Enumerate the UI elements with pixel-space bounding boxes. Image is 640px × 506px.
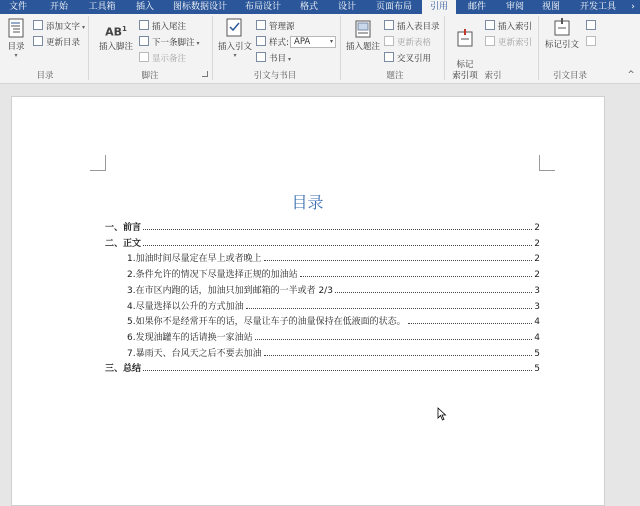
- table-of-authorities-icon: [586, 20, 596, 30]
- update-index-icon: [485, 36, 495, 46]
- toc-button-caret-icon: ▾: [14, 52, 18, 59]
- insert-table-of-figures-label: 插入表目录: [397, 22, 440, 32]
- update-toc-icon: [33, 36, 43, 46]
- tab-references[interactable]: 引用: [422, 0, 456, 14]
- toc-entry[interactable]: [127, 314, 540, 327]
- add-text-label: 添加文字: [46, 22, 81, 32]
- manage-sources-icon: [256, 20, 266, 30]
- ribbon-separator: [212, 16, 213, 80]
- citation-style-select[interactable]: [290, 36, 336, 48]
- ribbon-separator: [444, 16, 445, 80]
- toc-entry[interactable]: [127, 330, 540, 343]
- update-index-button[interactable]: [485, 36, 532, 48]
- toc-button[interactable]: [4, 18, 28, 59]
- mark-entry-button[interactable]: [448, 18, 482, 82]
- next-footnote-icon: [139, 36, 149, 46]
- page-corner-mark: [539, 155, 555, 171]
- toc-entry-page: 2: [534, 223, 540, 233]
- mark-citation-icon: [554, 18, 570, 36]
- toc-entry-leader: [264, 355, 533, 356]
- toc-entry[interactable]: [105, 220, 540, 233]
- toc-entry-leader: [264, 260, 533, 261]
- footnote-group-label: 脚注: [141, 71, 159, 81]
- toc-entry-page: 4: [534, 317, 540, 327]
- toc-entry[interactable]: [127, 283, 540, 296]
- style-icon: [256, 36, 266, 46]
- tab-design[interactable]: 设计: [337, 2, 356, 12]
- toc-entry-leader: [408, 323, 533, 324]
- tab-chart-design[interactable]: 图标数据设计: [172, 2, 227, 12]
- tab-developer[interactable]: 开发工具: [579, 2, 616, 12]
- style-label: [256, 36, 289, 48]
- toc-entry[interactable]: [105, 236, 540, 249]
- ribbon-references: [0, 14, 640, 84]
- toc-entry-text: 1.加油时间尽量定在早上或者晚上: [127, 254, 262, 264]
- toc-entry-text: 2.条件允许的情况下尽量选择正规的加油站: [127, 270, 298, 280]
- mark-entry-label: 标记 索引项: [452, 60, 478, 81]
- update-table-of-authorities-button[interactable]: [586, 36, 599, 48]
- citation-style-value: APA: [294, 37, 311, 47]
- manage-sources-button[interactable]: [256, 20, 295, 32]
- tab-page-layout[interactable]: 页面布局: [375, 2, 412, 12]
- vertical-scrollbar[interactable]: [630, 85, 640, 498]
- toc-group-label: 目录: [36, 71, 54, 81]
- toc-entry-page: 5: [534, 349, 540, 359]
- update-authorities-icon: [586, 36, 596, 46]
- caption-group-label: 题注: [386, 71, 404, 81]
- toc-entry-text: 二、正文: [105, 239, 142, 249]
- next-footnote-button[interactable]: [139, 36, 200, 48]
- bibliography-caret-icon: ▾: [288, 56, 292, 63]
- toc-entry[interactable]: [127, 251, 540, 264]
- ribbon-separator: [538, 16, 539, 80]
- index-group-label: 索引: [484, 71, 502, 81]
- toc-title: 目录: [291, 193, 324, 212]
- tab-review[interactable]: 审阅: [505, 2, 524, 12]
- citation-style-caret-icon: ▾: [329, 38, 333, 45]
- toc-entry-leader: [300, 276, 533, 277]
- collapse-ribbon-icon[interactable]: ^: [627, 70, 635, 80]
- insert-endnote-label: 插入尾注: [152, 22, 187, 32]
- tab-overflow-icon[interactable]: ›: [631, 2, 635, 12]
- toc-button-label: 目录: [7, 42, 25, 52]
- insert-footnote-label: 插入脚注: [98, 42, 133, 52]
- cross-reference-button[interactable]: [384, 52, 431, 64]
- toc-entry-page: 2: [534, 239, 540, 249]
- cross-reference-label: 交叉引用: [397, 54, 432, 64]
- page-corner-mark: [90, 155, 106, 171]
- toc-entry-page: 5: [534, 364, 540, 374]
- add-text-caret-icon: ▾: [82, 24, 86, 31]
- insert-endnote-button[interactable]: [139, 20, 186, 32]
- update-toc-button[interactable]: [33, 36, 80, 48]
- toc-entry[interactable]: [127, 267, 540, 280]
- mouse-cursor-icon: [437, 407, 447, 421]
- mark-entry-icon: [457, 29, 473, 47]
- toc-entry-leader: [143, 229, 532, 230]
- toc-entry-page: 4: [534, 333, 540, 343]
- footnote-dialog-launcher-icon[interactable]: [202, 71, 208, 77]
- toc-entry-page: 3: [534, 286, 540, 296]
- endnote-icon: [139, 20, 149, 30]
- insert-index-label: 插入索引: [498, 22, 533, 32]
- table-of-figures-icon: [384, 20, 394, 30]
- tab-toolbox[interactable]: 工具箱: [88, 2, 116, 12]
- mark-citation-label: 标记引文: [544, 40, 579, 50]
- toc-entry-leader: [143, 370, 532, 371]
- toc-entry-text: 三、总结: [105, 364, 142, 374]
- ribbon-tab-bar: [0, 0, 640, 14]
- toc-entry-leader: [255, 339, 533, 340]
- insert-caption-button[interactable]: [344, 20, 382, 52]
- show-notes-label: 显示备注: [152, 54, 187, 64]
- mark-citation-button[interactable]: [542, 18, 582, 50]
- bibliography-label: 书目: [269, 54, 287, 64]
- insert-citation-caret-icon: ▾: [233, 52, 237, 59]
- insert-caption-icon: [355, 20, 371, 38]
- toc-entry[interactable]: [127, 346, 540, 359]
- insert-index-icon: [485, 20, 495, 30]
- authorities-group-label: 引文目录: [552, 71, 587, 81]
- cross-reference-icon: [384, 52, 394, 62]
- update-index-label: 更新索引: [498, 38, 533, 48]
- tab-file[interactable]: 文件: [0, 0, 36, 14]
- insert-table-of-figures-button[interactable]: [384, 20, 440, 32]
- toc-entry-text: 5.如果你不是经常开车的话，尽量让车子的油量保持在低液面的状态。: [127, 317, 406, 327]
- insert-citation-button[interactable]: [216, 18, 254, 59]
- toc-entry-leader: [143, 245, 532, 246]
- insert-citation-label: 插入引文: [217, 42, 252, 52]
- tab-home[interactable]: 开始: [49, 2, 68, 12]
- next-footnote-caret-icon: ▾: [196, 40, 200, 47]
- table-of-contents-icon: [8, 18, 24, 38]
- toc-entry-text: 6.发现油罐车的话请换一家油站: [127, 333, 253, 343]
- toc-entry-text: 3.在市区内跑的话，加油只加到邮箱的一半或者 2/3: [127, 286, 333, 296]
- add-text-button[interactable]: [33, 20, 85, 32]
- toc-entry-text: 4.尽量选择以公升的方式加油: [127, 302, 244, 312]
- toc-entry-page: 2: [534, 254, 540, 264]
- bibliography-icon: [256, 52, 266, 62]
- toc-entry-page: 3: [534, 302, 540, 312]
- update-table-icon: [384, 36, 394, 46]
- toc-entry-text: 一、前言: [105, 223, 142, 233]
- show-notes-icon: [139, 52, 149, 62]
- tab-insert[interactable]: 插入: [135, 2, 154, 12]
- toc-entry[interactable]: [127, 299, 540, 312]
- footnote-icon: [96, 20, 136, 38]
- insert-citation-icon: [226, 18, 244, 38]
- update-table-button[interactable]: [384, 36, 431, 48]
- insert-index-button[interactable]: [485, 20, 532, 32]
- show-notes-button[interactable]: [139, 52, 186, 64]
- footnote-icon-sup: 1: [122, 25, 127, 33]
- update-table-label: 更新表格: [397, 38, 432, 48]
- tab-layout-design[interactable]: 布局设计: [244, 2, 281, 12]
- toc-entry-leader: [335, 292, 532, 293]
- tab-mailings[interactable]: 邮件: [467, 2, 486, 12]
- ribbon-separator: [88, 16, 89, 80]
- manage-sources-label: 管理源: [269, 22, 295, 32]
- ribbon-separator: [340, 16, 341, 80]
- bibliography-button[interactable]: [256, 52, 291, 64]
- insert-footnote-button[interactable]: [96, 20, 136, 52]
- tab-view[interactable]: 视图: [541, 2, 560, 12]
- citation-group-label: 引文与书目: [253, 71, 297, 81]
- toc-entry-text: 7.暴雨天、台风天之后不要去加油: [127, 349, 262, 359]
- tab-format[interactable]: 格式: [299, 2, 318, 12]
- toc-entry-leader: [246, 308, 533, 309]
- toc-entry[interactable]: [105, 361, 540, 374]
- toc-entry-page: 2: [534, 270, 540, 280]
- next-footnote-label: 下一条脚注: [152, 38, 195, 48]
- insert-caption-label: 插入题注: [345, 42, 380, 52]
- footnote-icon-text: AB: [105, 25, 123, 39]
- style-label-text: 样式:: [269, 38, 289, 48]
- add-text-icon: [33, 20, 43, 30]
- update-toc-label: 更新目录: [46, 38, 81, 48]
- insert-table-of-authorities-button[interactable]: [586, 20, 599, 32]
